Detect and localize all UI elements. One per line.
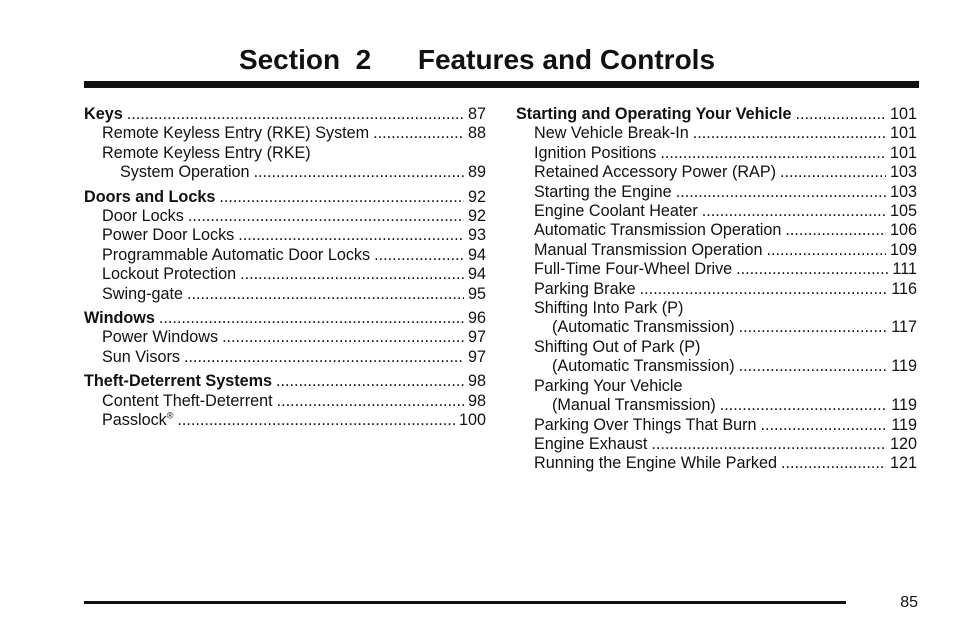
toc-heading[interactable] <box>84 372 486 391</box>
header-rule <box>84 81 919 88</box>
dot-leader <box>780 163 886 182</box>
toc-page-number: 120 <box>889 434 917 453</box>
dot-leader <box>736 260 888 279</box>
toc-entry-title-text: Running the Engine While Parked <box>534 454 777 473</box>
toc-entry[interactable] <box>516 377 917 396</box>
dot-leader <box>761 416 888 435</box>
dot-leader <box>767 241 886 260</box>
toc-page-number: 103 <box>889 163 917 182</box>
toc-page-number: 92 <box>467 207 486 226</box>
toc-entry[interactable] <box>516 202 917 221</box>
section-title: Section 2 Features and Controls <box>238 44 716 75</box>
toc-heading[interactable] <box>84 309 486 328</box>
toc-page-number: 97 <box>467 328 486 347</box>
toc-entry[interactable] <box>84 124 486 143</box>
toc-entry-title <box>534 202 698 221</box>
toc-page-number: 98 <box>467 391 486 410</box>
toc-entry-title-text: Starting and Operating Your Vehicle <box>516 105 792 123</box>
dot-leader <box>238 226 464 245</box>
toc-page-number: 101 <box>889 143 917 162</box>
toc-entry[interactable] <box>516 318 917 337</box>
toc-entry-title <box>534 280 636 299</box>
toc-page-number: 94 <box>467 245 486 264</box>
toc-entry-title-text: Parking Over Things That Burn <box>534 415 757 434</box>
toc-entry[interactable] <box>516 299 917 318</box>
toc-entry-title-text: Passlock <box>102 411 167 430</box>
toc-page-number: 93 <box>467 226 486 245</box>
toc-entry-title-text: Starting the Engine <box>534 182 672 201</box>
dot-leader <box>785 221 886 240</box>
toc-entry-title <box>102 411 173 430</box>
toc-entry-title-text: Door Locks <box>102 207 184 226</box>
toc-entry-title-text: Keys <box>84 105 123 123</box>
toc-page-number: 109 <box>889 240 917 259</box>
toc-entry-title <box>534 163 776 182</box>
toc-entry[interactable] <box>516 260 917 279</box>
toc-entry[interactable] <box>516 396 917 415</box>
toc-page-number: 116 <box>891 279 917 298</box>
toc-entry-title <box>534 338 700 356</box>
toc-page-number: 117 <box>891 318 917 337</box>
toc-entry[interactable] <box>84 246 486 265</box>
dot-leader <box>702 202 886 221</box>
dot-leader <box>739 318 888 337</box>
toc-page-number: 119 <box>891 357 917 376</box>
toc-page-number: 106 <box>889 221 917 240</box>
toc-entry[interactable] <box>516 416 917 435</box>
toc-entry-title-text: (Manual Transmission) <box>552 396 716 415</box>
toc-entry-title <box>102 265 236 284</box>
toc-entry-title-text: Lockout Protection <box>102 265 237 284</box>
dot-leader <box>277 392 464 411</box>
toc-page-number: 121 <box>889 454 917 473</box>
page-number: 85 <box>900 594 918 611</box>
toc-entry[interactable] <box>516 144 917 163</box>
toc-entry[interactable] <box>516 183 917 202</box>
toc-page-number: 88 <box>467 124 486 143</box>
toc-entry-title-text: Shifting Into Park (P) <box>534 299 684 318</box>
toc-entry-title <box>102 348 180 367</box>
registered-mark: ® <box>166 410 174 421</box>
toc-entry-title-text: (Automatic Transmission) <box>552 318 735 337</box>
toc-entry[interactable] <box>84 226 486 245</box>
toc-entry-title <box>516 105 792 124</box>
toc-entry-title-text: Power Windows <box>102 328 219 347</box>
toc-entry[interactable] <box>84 163 486 182</box>
toc-entry-title <box>84 372 272 391</box>
toc-entry[interactable] <box>84 207 486 226</box>
toc-entry-title-text: Theft-Deterrent Systems <box>84 372 273 391</box>
toc-entry-title <box>534 299 683 317</box>
toc-entry-title-text: (Automatic Transmission) <box>552 357 735 376</box>
toc-group <box>84 105 486 183</box>
toc-entry-title-text: Remote Keyless Entry (RKE) System <box>102 124 370 143</box>
toc-heading[interactable] <box>84 188 486 207</box>
dot-leader <box>373 124 464 143</box>
footer-rule <box>84 601 846 604</box>
toc-entry-title-text: New Vehicle Break-In <box>534 124 689 143</box>
dot-leader <box>188 207 464 226</box>
toc-entry-title <box>102 226 234 245</box>
dot-leader <box>127 105 464 124</box>
toc-entry-title <box>102 392 273 411</box>
toc-entry-title <box>552 318 735 337</box>
toc-page-number: 111 <box>892 260 917 279</box>
toc-entry-title <box>102 144 311 162</box>
dot-leader <box>781 454 886 473</box>
toc-entry-title-text: Retained Accessory Power (RAP) <box>534 163 777 182</box>
dot-leader <box>651 435 886 454</box>
toc-entry-title <box>534 454 777 473</box>
toc-entry[interactable] <box>84 285 486 304</box>
toc-entry-title <box>84 105 123 124</box>
toc-entry-title-text: Programmable Automatic Door Locks <box>102 245 371 264</box>
toc-right-column <box>516 105 917 479</box>
toc-entry-title <box>534 144 656 163</box>
toc-entry-title-text: Shifting Out of Park (P) <box>534 337 701 356</box>
dot-leader <box>177 411 455 430</box>
toc-entry-title <box>552 396 716 415</box>
toc-entry-title <box>534 435 647 454</box>
toc-page-number: 101 <box>889 105 917 123</box>
toc-left-column <box>84 105 486 436</box>
toc-entry[interactable] <box>84 265 486 284</box>
toc-page-number: 119 <box>891 396 917 415</box>
toc-entry-title <box>534 416 757 435</box>
toc-entry-title <box>102 207 184 226</box>
dot-leader <box>254 163 464 182</box>
toc-entry-title <box>534 377 683 395</box>
toc-page-number: 100 <box>458 411 486 430</box>
toc-entry-title <box>534 260 732 279</box>
toc-heading[interactable] <box>84 105 486 124</box>
toc-entry-title-text: Engine Coolant Heater <box>534 202 698 221</box>
toc-entry[interactable] <box>84 144 486 163</box>
toc-entry-title-text: Doors and Locks <box>84 187 216 206</box>
toc-page-number: 103 <box>889 182 917 201</box>
dot-leader <box>660 144 886 163</box>
toc-entry-title <box>102 124 369 143</box>
toc-entry[interactable] <box>516 280 917 299</box>
toc-entry-title-text: Remote Keyless Entry (RKE) <box>102 143 311 162</box>
toc-entry-title-text: Swing-gate <box>102 284 183 303</box>
toc-entry-title-text: Engine Exhaust <box>534 434 648 453</box>
toc-entry[interactable] <box>516 435 917 454</box>
toc-page-number: 94 <box>467 265 486 284</box>
toc-page-number: 105 <box>889 202 917 221</box>
toc-entry-title <box>84 188 215 207</box>
dot-leader <box>222 328 464 347</box>
toc-page-number: 87 <box>467 105 486 123</box>
toc-entry-title-text: Ignition Positions <box>534 143 657 162</box>
toc-entry-title <box>84 309 155 328</box>
toc-group <box>84 309 486 367</box>
toc-group <box>84 188 486 304</box>
toc-entry-title <box>534 221 781 240</box>
toc-entry-title-text: Automatic Transmission Operation <box>534 221 782 240</box>
toc-entry[interactable] <box>516 221 917 240</box>
toc-entry[interactable] <box>84 348 486 367</box>
toc-entry[interactable] <box>516 163 917 182</box>
dot-leader <box>374 246 464 265</box>
toc-page-number: 98 <box>467 372 486 391</box>
toc-entry[interactable] <box>84 328 486 347</box>
toc-entry-title-text: System Operation <box>120 163 250 182</box>
dot-leader <box>184 348 464 367</box>
toc-page-number: 97 <box>467 347 486 366</box>
toc-entry-title-text: Manual Transmission Operation <box>534 240 763 259</box>
toc-entry[interactable] <box>516 338 917 357</box>
toc-entry-title-text: Parking Your Vehicle <box>534 376 683 395</box>
toc-page-number: 95 <box>467 284 486 303</box>
toc-entry-title-text: Content Theft-Deterrent <box>102 391 273 410</box>
toc-page-number: 96 <box>467 309 486 328</box>
toc-entry-title <box>102 246 370 265</box>
toc-page-number: 101 <box>889 124 917 143</box>
dot-leader <box>693 124 886 143</box>
dot-leader <box>676 183 886 202</box>
toc-entry-title-text: Power Door Locks <box>102 226 235 245</box>
dot-leader <box>159 309 464 328</box>
toc-entry-title <box>120 163 250 182</box>
toc-group <box>516 105 917 474</box>
dot-leader <box>739 357 888 376</box>
toc-entry[interactable] <box>84 392 486 411</box>
toc-entry-title <box>552 357 735 376</box>
dot-leader <box>276 372 464 391</box>
toc-entry-title-text: Full-Time Four-Wheel Drive <box>534 260 733 279</box>
toc-entry[interactable] <box>516 454 917 473</box>
toc-page-number: 92 <box>467 187 486 206</box>
toc-entry-title <box>534 124 689 143</box>
dot-leader <box>187 285 464 304</box>
toc-entry[interactable] <box>516 124 917 143</box>
toc-entry-title <box>534 183 672 202</box>
dot-leader <box>796 105 886 124</box>
toc-entry-title <box>102 328 218 347</box>
toc-entry-title-text: Parking Brake <box>534 279 636 298</box>
toc-entry[interactable] <box>516 357 917 376</box>
toc-entry-title-text: Sun Visors <box>102 347 180 366</box>
toc-entry-title <box>534 241 763 260</box>
dot-leader <box>240 265 464 284</box>
dot-leader <box>720 396 887 415</box>
toc-page-number: 119 <box>891 415 917 434</box>
toc-group <box>84 372 486 430</box>
toc-heading[interactable] <box>516 105 917 124</box>
toc-entry-title <box>102 285 183 304</box>
toc-entry[interactable] <box>84 411 486 430</box>
dot-leader <box>219 188 464 207</box>
dot-leader <box>640 280 888 299</box>
toc-entry[interactable] <box>516 241 917 260</box>
toc-entry-title-text: Windows <box>84 309 155 328</box>
toc-page-number: 89 <box>467 163 486 182</box>
